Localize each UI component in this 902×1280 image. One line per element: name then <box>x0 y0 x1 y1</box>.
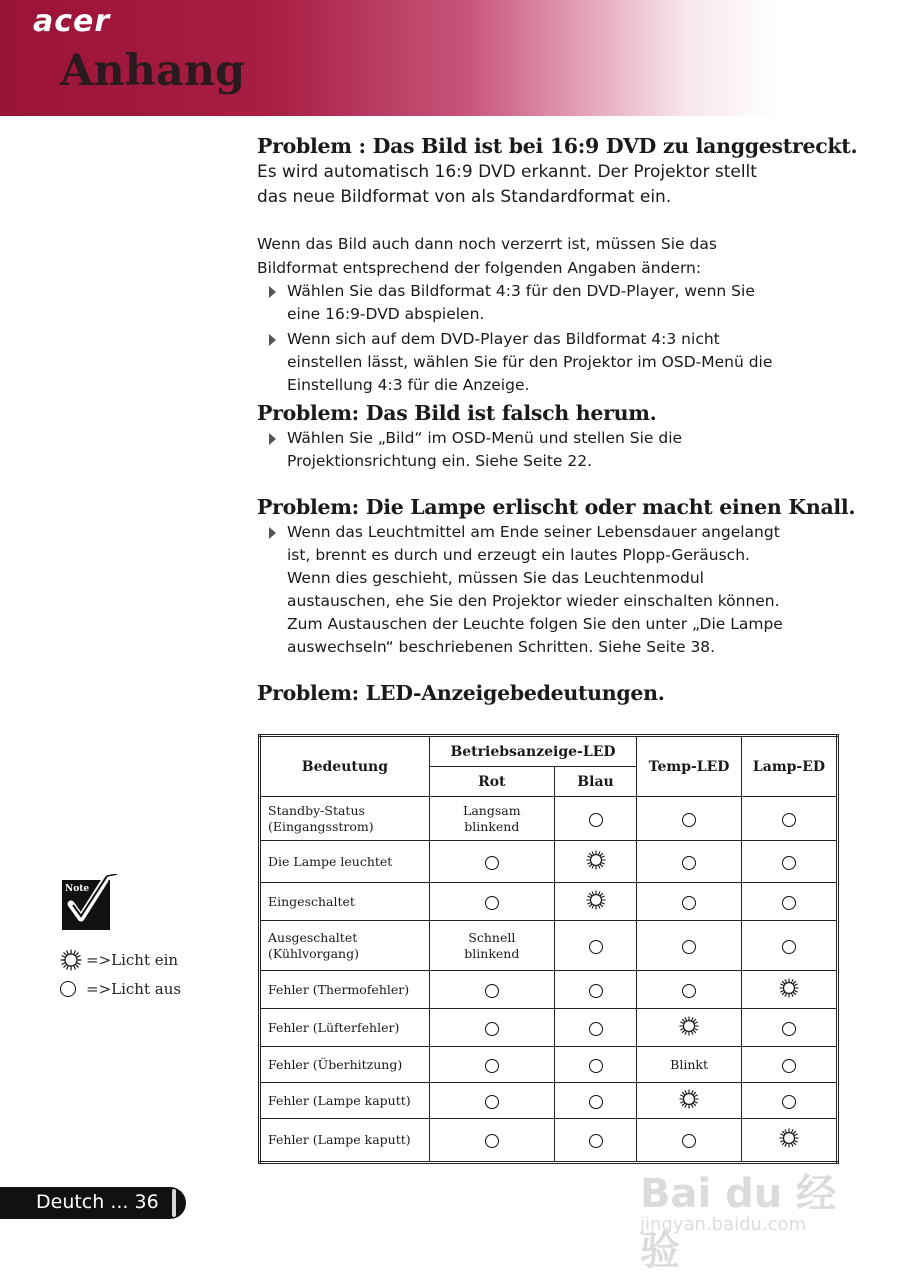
text-line: Wenn das Bild auch dann noch verzerrt ist, müssen Sie das <box>257 235 717 253</box>
problem-1-bullets <box>257 280 847 397</box>
text-line: Wenn das Leuchtmittel am Ende seiner Lebensdauer angelangt <box>287 523 780 541</box>
cell-temp <box>637 883 742 921</box>
bullet-arrow-icon <box>269 527 276 539</box>
cell-rot <box>429 883 554 921</box>
watermark-logo: Bai du 经验 <box>640 1171 837 1274</box>
cell-temp <box>637 1047 742 1083</box>
cell-rot <box>429 1009 554 1047</box>
row-label-line: Fehler (Thermofehler) <box>268 981 410 997</box>
light-off-icon <box>782 1059 796 1073</box>
problem-1-paragraph <box>257 232 847 280</box>
text-line: das neue Bildformat von als Standardformat ein. <box>257 187 672 207</box>
row-label-line: Fehler (Lüfterfehler) <box>268 1019 400 1035</box>
light-on-icon <box>779 1128 799 1152</box>
cell-rot <box>429 921 554 971</box>
cell-blau <box>554 921 636 971</box>
cell-blau <box>554 883 636 921</box>
note-label: Note <box>65 884 90 894</box>
light-off-icon <box>782 1022 796 1036</box>
header-meaning: Bedeutung <box>260 736 430 797</box>
section-title: Anhang <box>60 46 246 96</box>
text-line: Bildformat entsprechend der folgenden Angaben ändern: <box>257 259 702 277</box>
bullet-arrow-icon <box>269 286 276 298</box>
cell-lamp <box>741 883 837 921</box>
cell-temp <box>637 1083 742 1119</box>
light-off-icon <box>589 1095 603 1109</box>
problem-heading-1: Problem : Das Bild ist bei 16:9 DVD zu langgestreckt. <box>257 134 858 158</box>
legend-on <box>60 945 181 974</box>
light-off-icon <box>589 940 603 954</box>
header-blue: Blau <box>554 767 636 797</box>
light-off-icon <box>682 856 696 870</box>
light-off-icon <box>485 896 499 910</box>
cell-rot <box>429 971 554 1009</box>
text-line: Wenn dies geschieht, müssen Sie das Leuchtenmodul <box>287 569 704 587</box>
light-off-icon <box>589 813 603 827</box>
row-label <box>260 921 430 971</box>
note-icon <box>61 874 121 932</box>
light-off-icon <box>782 856 796 870</box>
watermark-url: jingyan.baidu.com <box>640 1214 807 1235</box>
cell-lamp <box>741 921 837 971</box>
light-off-icon <box>782 896 796 910</box>
table-row <box>260 797 838 841</box>
header-power-led: Betriebsanzeige-LED <box>429 736 636 767</box>
list-item <box>257 280 847 326</box>
cell-temp <box>637 841 742 883</box>
light-off-icon <box>589 984 603 998</box>
main-content <box>257 132 858 707</box>
light-off-icon <box>485 1059 499 1073</box>
row-label-line: (Kühlvorgang) <box>268 945 359 961</box>
light-off-icon <box>589 1134 603 1148</box>
text-line: Es wird automatisch 16:9 DVD erkannt. Der Projektor stellt <box>257 162 757 182</box>
legend <box>60 945 181 1003</box>
cell-blau <box>554 841 636 883</box>
light-off-icon <box>60 981 76 997</box>
problem-1-lead <box>257 160 847 210</box>
light-off-icon <box>485 1022 499 1036</box>
bullet-arrow-icon <box>269 433 276 445</box>
table-row <box>260 1047 838 1083</box>
cell-rot <box>429 1083 554 1119</box>
row-label-line: Fehler (Lampe kaputt) <box>268 1092 411 1108</box>
row-label-line: Eingeschaltet <box>268 893 355 909</box>
problem-2-bullets <box>257 427 847 473</box>
cell-lamp <box>741 1047 837 1083</box>
led-indicator-table <box>258 734 839 1164</box>
legend-off <box>60 974 181 1003</box>
page-header <box>0 0 902 116</box>
list-item <box>257 427 847 473</box>
cell-text: blinkend <box>464 818 520 834</box>
light-on-icon <box>586 890 606 914</box>
light-on-icon <box>679 1016 699 1040</box>
cell-rot <box>429 841 554 883</box>
footer-stripe <box>172 1189 176 1217</box>
light-off-icon <box>682 813 696 827</box>
legend-off-text: =>Licht aus <box>86 979 182 998</box>
cell-blau <box>554 971 636 1009</box>
light-off-icon <box>782 940 796 954</box>
row-label-line: Standby-Status <box>268 802 365 818</box>
cell-text: blinkend <box>464 945 520 961</box>
legend-on-text: =>Licht ein <box>86 950 179 969</box>
light-off-icon <box>682 896 696 910</box>
text-line: eine 16:9-DVD abspielen. <box>287 305 485 323</box>
row-label-line: Die Lampe leuchtet <box>268 853 393 869</box>
light-off-icon <box>485 856 499 870</box>
cell-text: Blinkt <box>670 1056 708 1072</box>
cell-blau <box>554 1009 636 1047</box>
header-temp-led: Temp-LED <box>637 736 742 797</box>
row-label <box>260 841 430 883</box>
page-number: Deutch ... 36 <box>36 1191 159 1213</box>
cell-temp <box>637 1009 742 1047</box>
cell-rot <box>429 1119 554 1163</box>
row-label <box>260 1009 430 1047</box>
light-off-icon <box>589 1022 603 1036</box>
header-red: Rot <box>429 767 554 797</box>
row-label <box>260 1083 430 1119</box>
table-row <box>260 1009 838 1047</box>
text-line: einstellen lässt, wählen Sie für den Projektor im OSD-Menü die <box>287 353 773 371</box>
row-label-line: Ausgeschaltet <box>268 929 358 945</box>
cell-temp <box>637 797 742 841</box>
text-line: Wählen Sie „Bild“ im OSD-Menü und stellen Sie die <box>287 429 683 447</box>
cell-text: Schnell <box>468 929 516 945</box>
cell-rot <box>429 1047 554 1083</box>
light-off-icon <box>682 940 696 954</box>
table-row <box>260 883 838 921</box>
problem-heading-2: Problem: Das Bild ist falsch herum. <box>257 401 657 425</box>
text-line: austauschen, ehe Sie den Projektor wieder einschalten können. <box>287 592 780 610</box>
light-off-icon <box>782 1095 796 1109</box>
table-row <box>260 841 838 883</box>
row-label <box>260 797 430 841</box>
cell-lamp <box>741 1009 837 1047</box>
table-row <box>260 1083 838 1119</box>
row-label-line: Fehler (Überhitzung) <box>268 1056 403 1072</box>
text-line: Zum Austauschen der Leuchte folgen Sie den unter „Die Lampe <box>287 615 783 633</box>
cell-blau <box>554 797 636 841</box>
problem-heading-3: Problem: Die Lampe erlischt oder macht einen Knall. <box>257 495 856 519</box>
light-off-icon <box>682 1134 696 1148</box>
light-on-icon <box>60 949 86 971</box>
light-on-icon <box>779 978 799 1002</box>
watermark <box>640 1150 860 1274</box>
cell-rot <box>429 797 554 841</box>
light-off-icon <box>485 984 499 998</box>
cell-lamp <box>741 797 837 841</box>
page-footer <box>0 1187 186 1219</box>
row-label <box>260 971 430 1009</box>
cell-temp <box>637 921 742 971</box>
light-on-icon <box>586 850 606 874</box>
header-lamp-led: Lamp-ED <box>741 736 837 797</box>
list-item <box>257 521 847 659</box>
text-line: Wenn sich auf dem DVD-Player das Bildformat 4:3 nicht <box>287 330 720 348</box>
text-line: auswechseln“ beschriebenen Schritten. Siehe Seite 38. <box>287 638 716 656</box>
table-row <box>260 971 838 1009</box>
row-label-line: (Eingangsstrom) <box>268 818 374 834</box>
table-row <box>260 921 838 971</box>
cell-lamp <box>741 971 837 1009</box>
light-on-icon <box>679 1089 699 1113</box>
cell-blau <box>554 1083 636 1119</box>
list-item <box>257 328 847 397</box>
cell-temp <box>637 971 742 1009</box>
text-line: Wählen Sie das Bildformat 4:3 für den DVD-Player, wenn Sie <box>287 282 755 300</box>
row-label <box>260 1047 430 1083</box>
light-off-icon <box>682 984 696 998</box>
problem-heading-4: Problem: LED-Anzeigebedeutungen. <box>257 681 665 705</box>
cell-lamp <box>741 841 837 883</box>
row-label-line: Fehler (Lampe kaputt) <box>268 1132 411 1147</box>
text-line: ist, brennt es durch und erzeugt ein lautes Plopp-Geräusch. <box>287 546 750 564</box>
cell-blau <box>554 1119 636 1163</box>
row-label <box>260 1119 430 1163</box>
problem-3-bullets <box>257 521 847 659</box>
light-off-icon <box>485 1095 499 1109</box>
light-off-icon <box>485 1134 499 1148</box>
cell-lamp <box>741 1083 837 1119</box>
row-label <box>260 883 430 921</box>
cell-text: Langsam <box>463 802 521 818</box>
light-off-icon <box>782 813 796 827</box>
cell-blau <box>554 1047 636 1083</box>
light-off-icon <box>589 1059 603 1073</box>
text-line: Einstellung 4:3 für die Anzeige. <box>287 376 530 394</box>
brand-logo: acer <box>33 4 111 39</box>
bullet-arrow-icon <box>269 334 276 346</box>
text-line: Projektionsrichtung ein. Siehe Seite 22. <box>287 452 593 470</box>
